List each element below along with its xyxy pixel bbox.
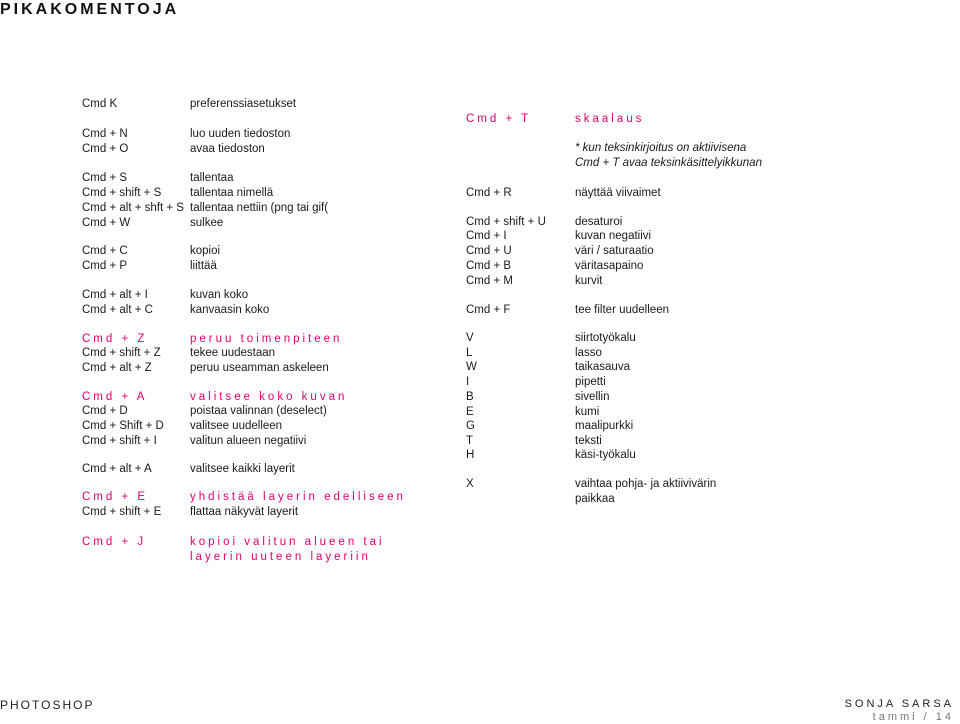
shortcut-key: Cmd + E xyxy=(82,491,149,503)
shortcut-key: Cmd + C xyxy=(82,245,128,257)
shortcut-description: kuvan koko xyxy=(190,289,249,301)
shortcut-description: desaturoi xyxy=(575,216,623,228)
shortcut-key: Cmd + O xyxy=(82,143,129,155)
shortcut-description: paikkaa xyxy=(575,493,615,505)
shortcut-description: tekee uudestaan xyxy=(190,347,276,359)
shortcut-key: Cmd + shift + S xyxy=(82,187,162,199)
shortcut-key: Cmd + U xyxy=(466,245,512,257)
shortcut-description: kopioi xyxy=(190,245,221,257)
shortcut-description: tallentaa nimellä xyxy=(190,187,274,199)
shortcut-key: X xyxy=(466,478,474,490)
shortcut-description: Cmd + T avaa teksinkäsittelyikkunan xyxy=(575,157,762,169)
shortcut-description: valitsee kaikki layerit xyxy=(190,463,295,475)
shortcut-description: lasso xyxy=(575,347,602,359)
shortcut-description: pipetti xyxy=(575,376,606,388)
shortcut-key: Cmd + shift + E xyxy=(82,506,162,518)
shortcut-key: Cmd + shift + Z xyxy=(82,347,161,359)
shortcut-key: Cmd + shift + U xyxy=(466,216,546,228)
footer-author: SONJA SARSA xyxy=(844,698,954,710)
shortcut-key: G xyxy=(466,420,475,432)
shortcut-key: Cmd + Shift + D xyxy=(82,420,164,432)
shortcut-description: tallentaa nettiin (png tai gif( xyxy=(190,202,329,214)
shortcut-description: valitsee koko kuvan xyxy=(190,391,348,403)
shortcut-key: T xyxy=(466,435,474,447)
footer-page-info: tammi / 14 xyxy=(872,711,954,723)
shortcut-description: kanvaasin koko xyxy=(190,304,270,316)
shortcut-key: Cmd + S xyxy=(82,172,128,184)
shortcut-key: Cmd + alt + shft + S xyxy=(82,202,184,214)
shortcut-description: * kun teksinkirjoitus on aktiivisena xyxy=(575,142,747,154)
shortcut-key: Cmd + alt + I xyxy=(82,289,148,301)
shortcut-key: Cmd + W xyxy=(82,217,131,229)
shortcut-key: V xyxy=(466,332,474,344)
shortcut-key: Cmd + P xyxy=(82,260,128,272)
shortcut-description: tallentaa xyxy=(190,172,234,184)
shortcut-key: Cmd K xyxy=(82,98,118,110)
shortcut-key: Cmd + N xyxy=(82,128,128,140)
shortcut-key: Cmd + M xyxy=(466,275,513,287)
shortcut-description: valitsee uudelleen xyxy=(190,420,283,432)
shortcut-description: käsi-työkalu xyxy=(575,449,636,461)
shortcut-description: teksti xyxy=(575,435,602,447)
shortcut-description: tee filter uudelleen xyxy=(575,304,669,316)
shortcut-key: Cmd + D xyxy=(82,405,128,417)
shortcut-key: Cmd + T xyxy=(466,113,532,125)
shortcut-key: H xyxy=(466,449,475,461)
shortcut-key: Cmd + F xyxy=(466,304,511,316)
footer-author-block xyxy=(845,698,954,724)
page-title: PIKAKOMENTOJA xyxy=(0,1,180,18)
shortcut-description: kurvit xyxy=(575,275,603,287)
shortcut-key: Cmd + alt + C xyxy=(82,304,153,316)
shortcut-key: Cmd + shift + I xyxy=(82,435,157,447)
shortcut-description: väritasapaino xyxy=(575,260,644,272)
shortcut-description: valitun alueen negatiivi xyxy=(190,435,307,447)
footer-app-name: PHOTOSHOP xyxy=(0,698,95,712)
shortcut-description: peruu useamman askeleen xyxy=(190,362,329,374)
shortcut-description: näyttää viivaimet xyxy=(575,187,661,199)
shortcut-description: taikasauva xyxy=(575,361,630,373)
shortcut-key: Cmd + R xyxy=(466,187,512,199)
shortcut-description: skaalaus xyxy=(575,113,645,125)
shortcut-description: avaa tiedoston xyxy=(190,143,265,155)
shortcut-description: kumi xyxy=(575,406,600,418)
shortcut-description: väri / saturaatio xyxy=(575,245,654,257)
shortcut-description: kopioi valitun alueen tai xyxy=(190,536,385,548)
shortcut-description: liittää xyxy=(190,260,217,272)
shortcut-description: kuvan negatiivi xyxy=(575,230,652,242)
shortcut-description: siirtotyökalu xyxy=(575,332,636,344)
shortcut-description: sulkee xyxy=(190,217,224,229)
shortcut-key: Cmd + A xyxy=(82,391,148,403)
shortcut-description: poistaa valinnan (deselect) xyxy=(190,405,327,417)
shortcut-key: Cmd + B xyxy=(466,260,512,272)
shortcut-key: Cmd + alt + A xyxy=(82,463,152,475)
shortcut-key: L xyxy=(466,347,473,359)
shortcut-key: W xyxy=(466,361,477,373)
shortcut-description: sivellin xyxy=(575,391,610,403)
shortcut-key: I xyxy=(466,376,470,388)
shortcut-description: layerin uuteen layeriin xyxy=(190,551,371,563)
shortcut-description: flattaa näkyvät layerit xyxy=(190,506,299,518)
shortcut-description: preferenssiasetukset xyxy=(190,98,297,110)
shortcut-key: Cmd + I xyxy=(466,230,507,242)
shortcut-key: Cmd + J xyxy=(82,536,147,548)
shortcut-description: luo uuden tiedoston xyxy=(190,128,291,140)
shortcut-key: Cmd + alt + Z xyxy=(82,362,152,374)
shortcut-description: vaihtaa pohja- ja aktiivivärin xyxy=(575,478,717,490)
shortcut-description: peruu toimenpiteen xyxy=(190,333,343,345)
shortcut-description: yhdistää layerin edelliseen xyxy=(190,491,406,503)
shortcut-key: Cmd + Z xyxy=(82,333,148,345)
shortcut-key: E xyxy=(466,406,474,418)
shortcut-key: B xyxy=(466,391,474,403)
shortcut-description: maalipurkki xyxy=(575,420,634,432)
